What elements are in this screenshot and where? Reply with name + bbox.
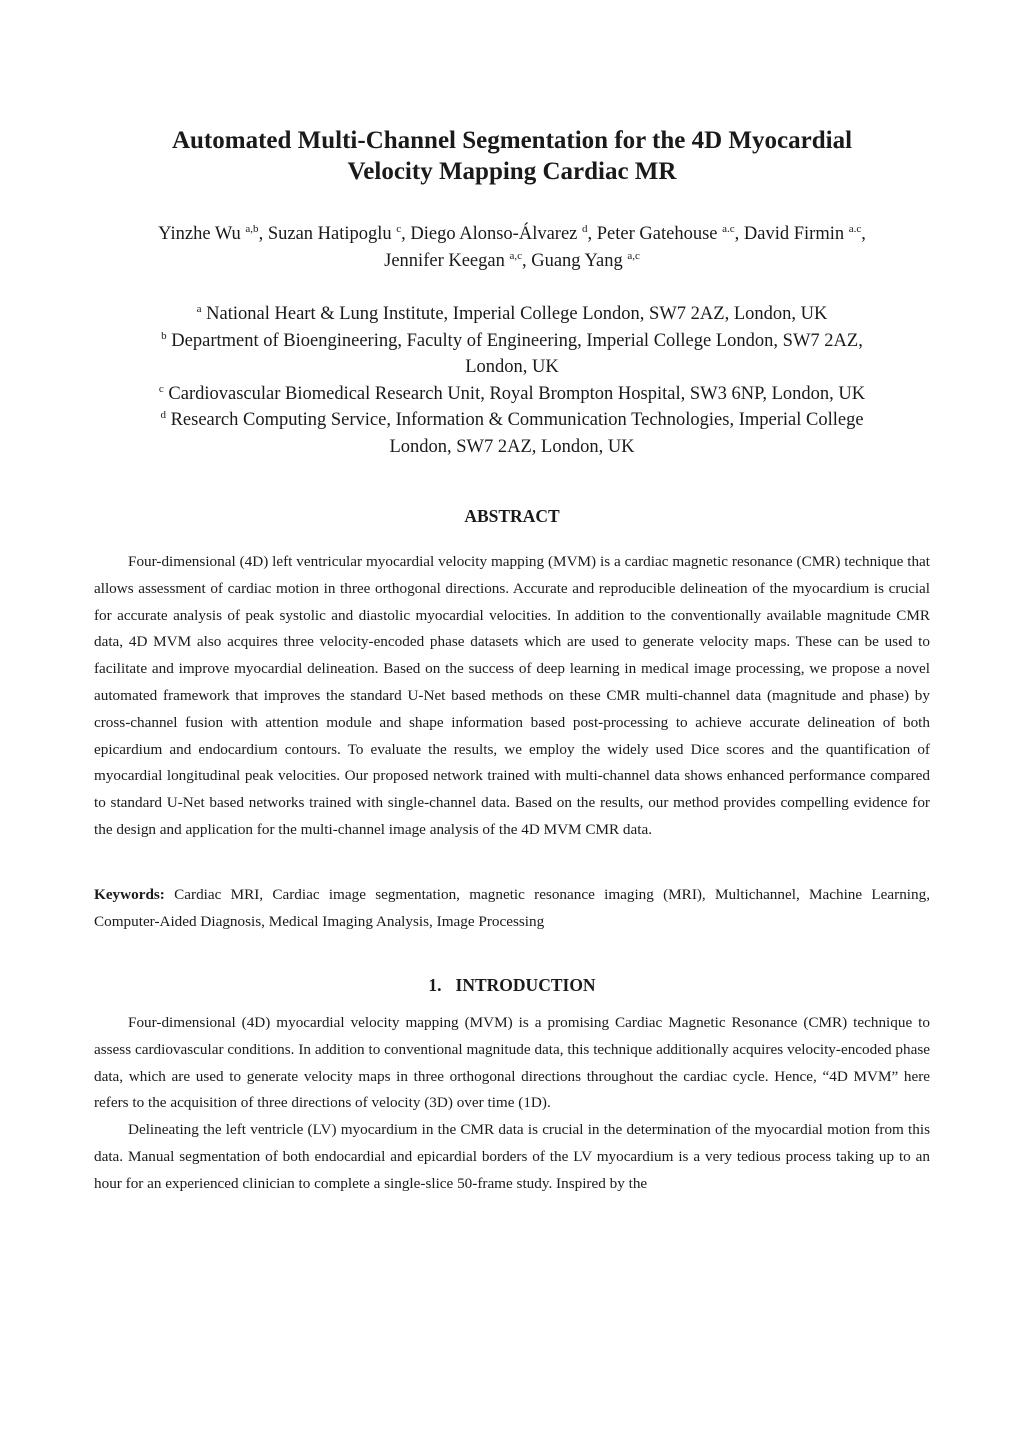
- section-number: 1.: [428, 975, 442, 995]
- author: David Firmin $^{a.c}$,: [743, 223, 866, 244]
- keywords-text: Cardiac MRI, Cardiac image segmentation, magnetic resonance imaging (MRI), Multichannel, Machine Learning, Computer-Aided Diagnosis, Medical Imaging Analysis, Image Processing: [94, 886, 931, 930]
- author: Diego Alonso-Álvarez $^d$,: [410, 223, 597, 244]
- affiliation: $^d$ Research Computing Service, Information & Communication Technologies, Imperial College London, SW7 2AZ, London, UK: [160, 409, 864, 457]
- intro-paragraph-2: Delineating the left ventricle (LV) myocardium in the CMR data is crucial in the determination of the myocardial motion from this data. Manual segmentation of both endocardial and epicardial borders of the LV myocardium is a very tedious process taking up to an hour for an experienced clinician to complete a single-slice 50-frame study. Inspired by the: [94, 1121, 930, 1192]
- author-list: [90, 221, 934, 275]
- abstract-body: Four-dimensional (4D) left ventricular myocardial velocity mapping (MVM) is a cardiac magnetic resonance (CMR) technique that allows assessment of cardiac motion in three orthogonal directions. Accurate and reproducible delineation of the myocardium is crucial for accurate analysis of peak systolic and diastolic myocardial velocities. In addition to the conventionally available magnitude CMR data, 4D MVM also acquires three velocity-encoded phase datasets which are used to generate velocity maps. These can be used to facilitate and improve myocardial delineation. Based on the success of deep learning in medical image processing, we propose a novel automated framework that improves the standard U-Net based methods on these CMR multi-channel data (magnitude and phase) by cross-channel fusion with attention module and shape information based post-processing to achieve accurate delineation of both epicardium and endocardium contours. To evaluate the results, we employ the widely used Dice scores and the quantification of myocardial longitudinal peak velocities. Our proposed network trained with multi-channel data shows enhanced performance compared to standard U-Net based networks trained with single-channel data. Based on the results, our method provides compelling evidence for the design and application for the multi-channel image analysis of the 4D MVM CMR data.: [94, 553, 930, 838]
- abstract-heading: ABSTRACT: [464, 506, 560, 526]
- keywords-label: Keywords:: [94, 886, 165, 903]
- affiliation: $^a$ National Heart & Lung Institute, Imperial College London, SW7 2AZ, London, UK: [196, 303, 828, 324]
- author: Yinzhe Wu $^{a,b}$,: [158, 223, 268, 244]
- introduction-body: [94, 1010, 930, 1198]
- title-line-2: Velocity Mapping Cardiac MR: [347, 158, 677, 185]
- affiliation-list: [90, 301, 934, 461]
- author: Suzan Hatipoglu $^c$,: [267, 223, 411, 244]
- section-title: INTRODUCTION: [455, 975, 596, 995]
- author: Guang Yang $^{a,c}$: [531, 250, 640, 271]
- affiliation: $^b$ Department of Bioengineering, Faculty of Engineering, Imperial College London, SW7 2AZ, London, UK: [161, 329, 863, 378]
- section-heading-introduction: [90, 975, 934, 996]
- affiliation: $^c$ Cardiovascular Biomedical Research Unit, Royal Brompton Hospital, SW3 6NP, London, UK: [158, 382, 866, 404]
- paper-title: [90, 125, 934, 187]
- keywords: [94, 882, 930, 936]
- title-line-1: Automated Multi-Channel Segmentation for the 4D Myocardial: [171, 127, 853, 154]
- author: Peter Gatehouse $^{a.c}$,: [596, 223, 744, 244]
- intro-paragraph-1: Four-dimensional (4D) myocardial velocity mapping (MVM) is a promising Cardiac Magnetic Resonance (CMR) technique to assess cardiovascular conditions. In addition to conventional magnitude data, this technique additionally acquires velocity-encoded phase data, which are used to generate velocity maps in three orthogonal directions throughout the cardiac cycle. Hence, “4D MVM” here refers to the acquisition of three directions of velocity (3D) over time (1D).: [94, 1014, 930, 1112]
- author: Jennifer Keegan $^{a,c}$,: [384, 250, 532, 271]
